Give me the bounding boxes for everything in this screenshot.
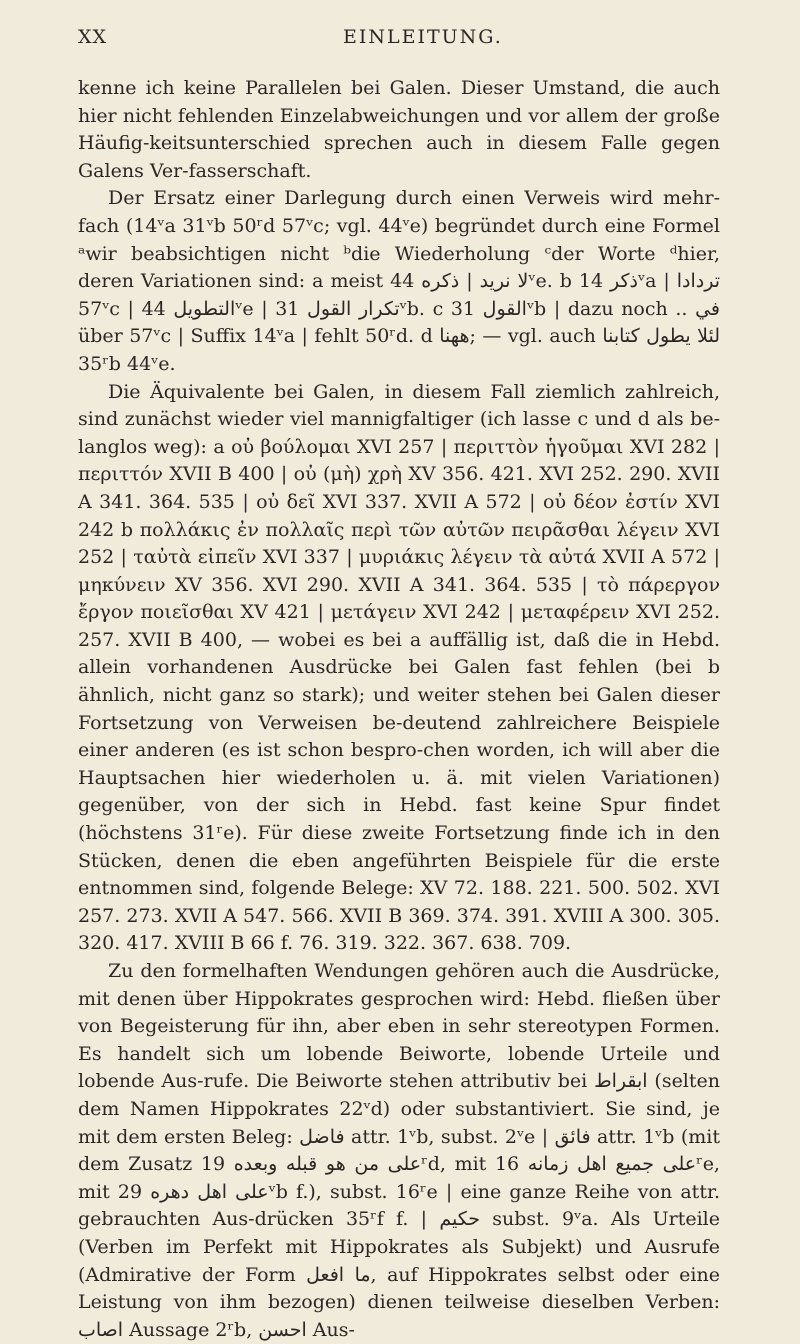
running-head [78, 26, 730, 56]
running-title: EINLEITUNG. [343, 26, 503, 48]
paragraph-1: kenne ich keine Parallelen bei Galen. Dieser Umstand, die auch hier nicht fehlenden Einzelabweichungen und vor allem der große Häufig-keitsunterschied sprechen auch in diesem Falle gegen Galens Ver-fasserschaft. [78, 77, 720, 182]
page-number: XX [78, 26, 108, 48]
paragraph-3: Die Äquivalente bei Galen, in diesem Fall ziemlich zahlreich, sind zunächst wieder viel mannigfaltiger (ich lasse c und d als be-langlos weg): a οὐ βούλομαι XVI 257 | περιττὸν ἡγοῦμαι XVI 282 | περιττόν XVII B 400 | οὐ (μὴ) χρὴ XV 356. 421. XVI 252. 290. XVII A 341. 364. 535 | οὐ δεῖ XVI 337. XVII A 572 | οὐ δέον ἐστίν XVI 242 b πολλάκις ἐν πολλαῖς περὶ τῶν αὐτῶν πειρᾶσθαι λέγειν XVI 252 | ταὐτὰ εἰπεῖν XVI 337 | μυριάκις λέγειν τὰ αὐτά XVII A 572 | μηκύνειν XV 356. XVI 290. XVII A 341. 364. 535 | τὸ πάρεργον ἔργον ποιεῖσθαι XV 421 | μετάγειν XVI 242 | μεταφέρειν XVI 252. 257. XVII B 400, — wobei es bei a auffällig ist, daß die in Hebd. allein vorhandenen Ausdrücke bei Galen fast fehlen (bei b ähnlich, nicht ganz so stark); und weiter stehen bei Galen dieser Fortsetzung von Verweisen be-deutend zahlreichere Beispiele einer anderen (es ist schon bespro-chen worden, ich will aber die Hauptsachen hier wiederholen u. ä. mit vielen Variationen) gegenüber, von der sich in Hebd. fast keine Spur findet (höchstens 31ʳe). Für diese zweite Fortsetzung finde ich in den Stücken, denen die eben angeführten Beispiele für die erste entnommen sind, folgende Belege: XV 72. 188. 221. 500. 502. XVI 257. 273. XVII A 547. 566. XVII B 369. 374. 391. XVIII A 300. 305. 320. 417. XVIII B 66 f. 76. 319. 322. 367. 638. 709. [78, 380, 720, 955]
paragraph-2: Der Ersatz einer Darlegung durch einen Verweis wird mehr-fach (14ᵛa 31ᵛb 50ʳd 57ᵛc; vgl. 44ᵛe) begründet durch eine Formel ᵃwir beabsichtigen nicht ᵇdie Wiederholung ᶜder Worte ᵈhier, deren Variationen sind: a meist لا نريد | ذكره 44ᵛe. b ذكر 14ᵛa | تردادا 57ᵛc | التطويل 44ᵛe | تكرار القول 31ᵛb. c القول 31ᵛb | dazu noch .. في über 57ᵛc | Suffix 14ᵛa | fehlt 50ʳd. d ههنا; — vgl. auch لئلا يطول كتابنا 35ʳb 44ᵛe. [78, 187, 721, 375]
body-text [78, 75, 720, 1344]
paragraph-4: Zu den formelhaften Wendungen gehören auch die Ausdrücke, mit denen über Hippokrates gesprochen wird: Hebd. fließen über von Begeisterung für ihn, aber eben in sehr stereotypen Formen. Es handelt sich um lobende Beiworte, lobende Urteile und lobende Aus-rufe. Die Beiworte stehen attributiv bei ابقراط (selten dem Namen Hippokrates 22ᵛd) oder substantiviert. Sie sind, je mit dem ersten Beleg: فاضل attr. 1ᵛb, subst. 2ᵛe | فائق attr. 1ᵛb (mit dem Zusatz على من هو قبله وبعده 19ʳd, mit على جميع اهل زمانه 16ʳe, mit على اهل دهره 29ᵛb f.), subst. 16ʳe | eine ganze Reihe von attr. gebrauchten Aus-drücken 35ʳf f. | حكيم subst. 9ᵛa. Als Urteile (Verben im Perfekt mit Hippokrates als Subjekt) und Ausrufe (Admirative der Form ما افعل, auf Hippokrates selbst oder eine Leistung von ihm bezogen) dienen teilweise dieselben Verben: اصاب Aussage 2ʳb, احسن Aus- [78, 960, 721, 1341]
